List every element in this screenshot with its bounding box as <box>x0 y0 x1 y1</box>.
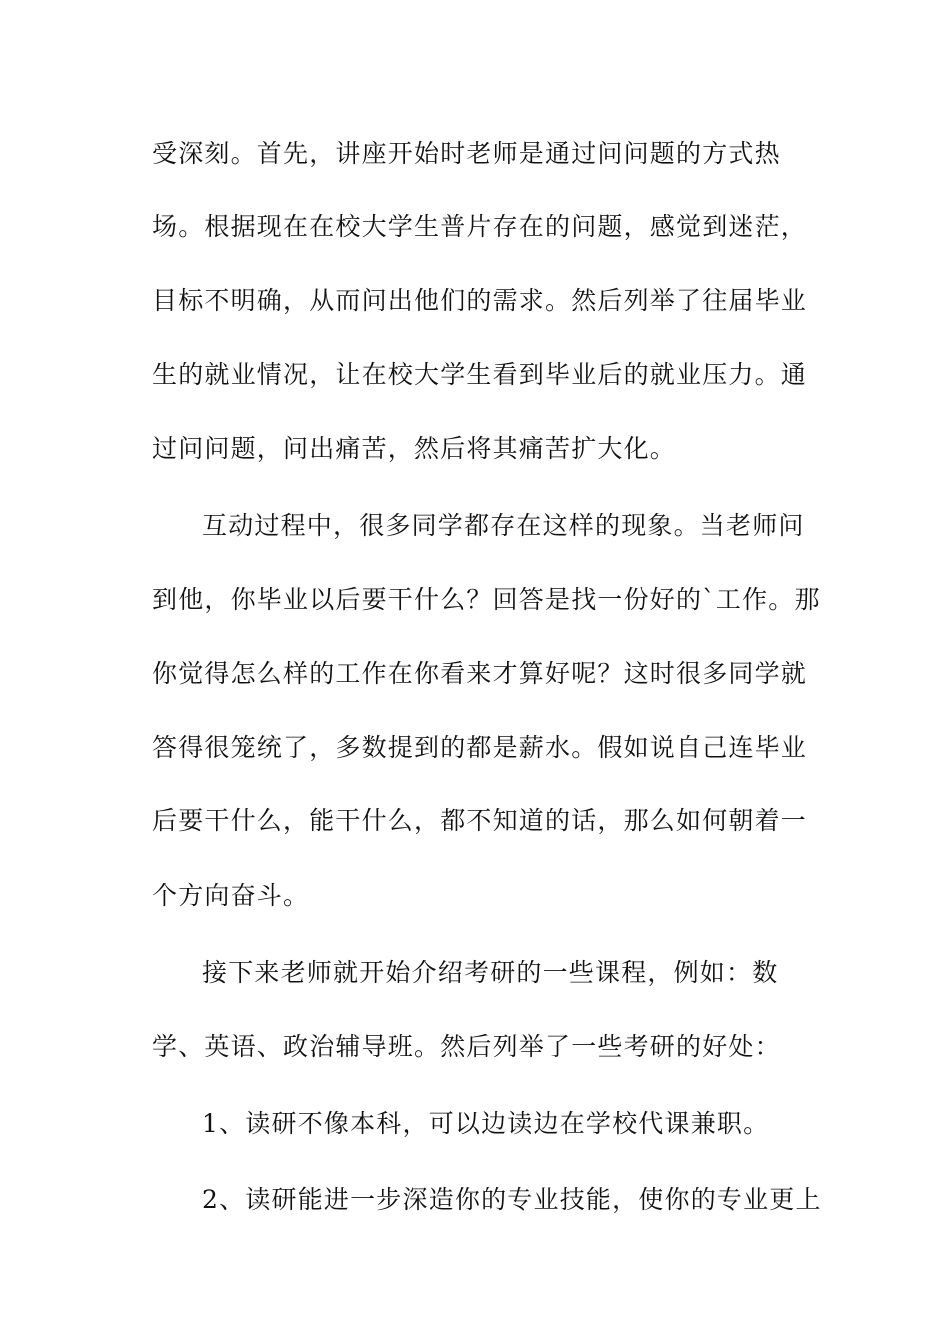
text-line: 过问问题，问出痛苦，然后将其痛苦扩大化。 <box>152 434 677 463</box>
text-line: 受深刻。首先，讲座开始时老师是通过问问题的方式热 <box>152 139 781 168</box>
text-line: 答得很笼统了，多数提到的都是薪水。假如说自己连毕业 <box>152 733 808 762</box>
list-item: 2、读研能进一步深造你的专业技能，使你的专业更上 <box>202 1185 822 1214</box>
text-line: 生的就业情况，让在校大学生看到毕业后的就业压力。通 <box>152 360 808 389</box>
text-line: 后要干什么，能干什么，都不知道的话，那么如何朝着一 <box>152 806 808 835</box>
text-line: 场。根据现在在校大学生普片存在的问题，感觉到迷茫， <box>152 212 808 241</box>
paragraph-first-line: 互动过程中，很多同学都存在这样的现象。当老师问 <box>202 511 805 540</box>
list-item: 1、读研不像本科，可以边读边在学校代课兼职。 <box>202 1109 770 1138</box>
text-line: 个方向奋斗。 <box>152 881 310 910</box>
text-line: 你觉得怎么样的工作在你看来才算好呢？这时很多同学就 <box>152 659 808 688</box>
text-line: 目标不明确，从而问出他们的需求。然后列举了往届毕业 <box>152 286 808 315</box>
text-line: 到他，你毕业以后要干什么？回答是找一份好的`工作。那 <box>152 585 821 614</box>
paragraph-first-line: 接下来老师就开始介绍考研的一些课程，例如：数 <box>202 958 779 987</box>
text-line: 学、英语、政治辅导班。然后列举了一些考研的好处： <box>152 1032 781 1061</box>
